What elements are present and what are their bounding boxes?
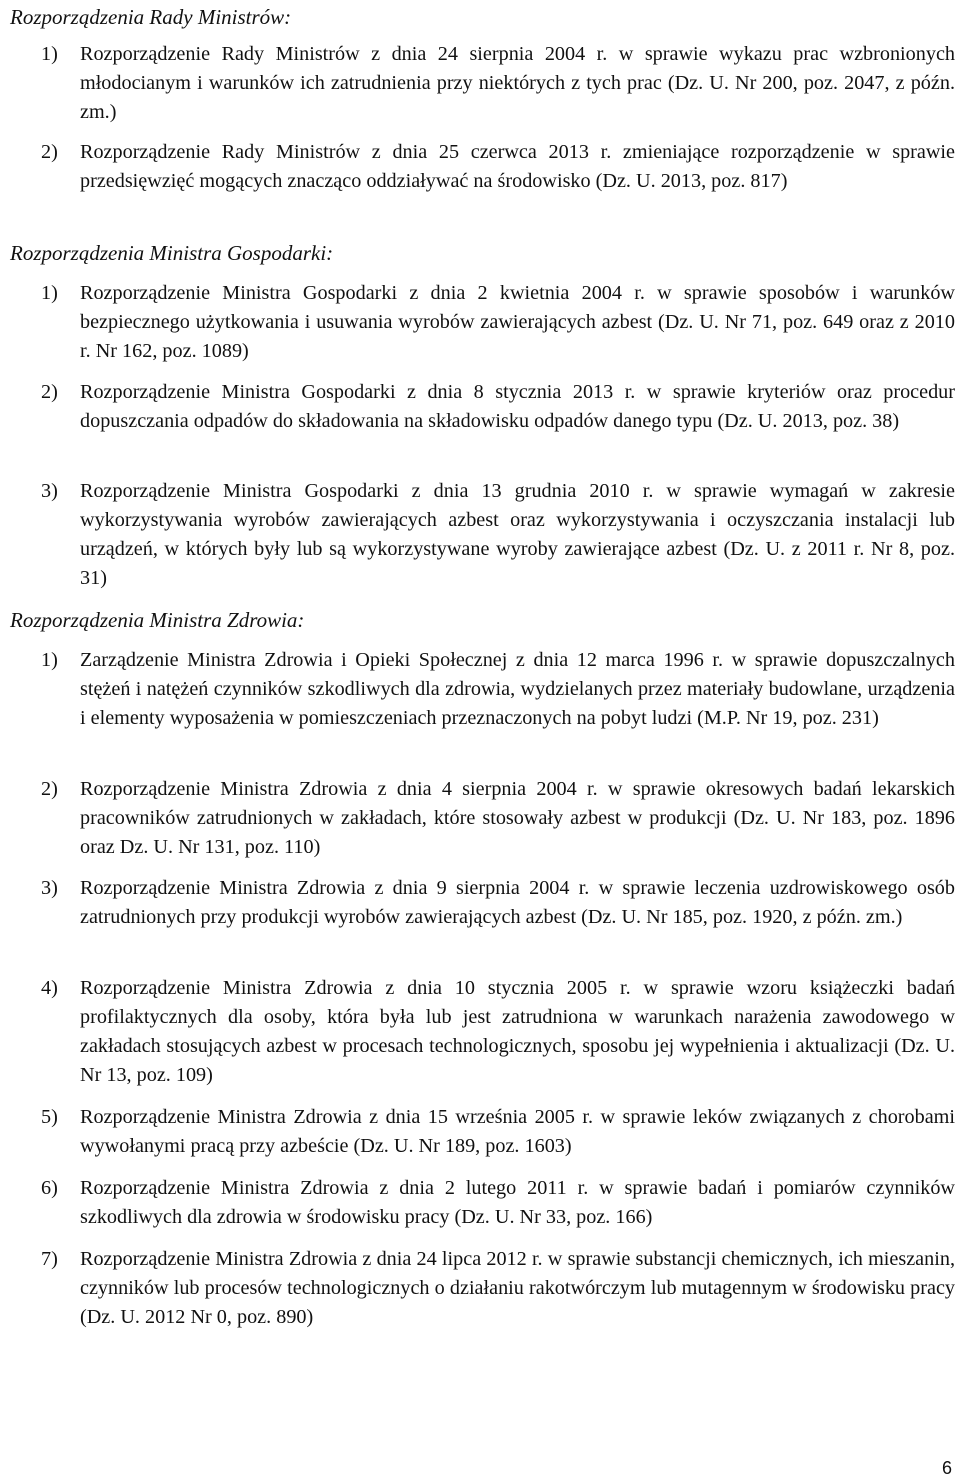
item-number: 3) <box>41 877 58 899</box>
list-item <box>41 138 955 196</box>
item-text: Rozporządzenie Ministra Gospodarki z dnia 8 stycznia 2013 r. w sprawie kryteriów oraz procedur dopuszczania odpadów do składowania na składowisku odpadów danego typu (Dz. U. 2013, poz. 38) <box>80 381 955 432</box>
item-number: 7) <box>41 1248 58 1270</box>
list-item <box>41 646 955 733</box>
page-number: 6 <box>941 1458 952 1478</box>
item-text: Rozporządzenie Ministra Zdrowia z dnia 15 września 2005 r. w sprawie leków związanych z chorobami wywołanymi pracą przy azbeście (Dz. U. Nr 189, poz. 1603) <box>80 1106 955 1157</box>
item-text: Rozporządzenie Ministra Zdrowia z dnia 9 sierpnia 2004 r. w sprawie leczenia uzdrowiskowego osób zatrudnionych przy produkcji wyrobów zawierających azbest (Dz. U. Nr 185, poz. 1920, z późn. zm.) <box>80 877 955 928</box>
item-text: Rozporządzenie Ministra Gospodarki z dnia 13 grudnia 2010 r. w sprawie wymagań w zakresie wykorzystywania wyrobów zawierających azbest oraz wykorzystywania i oczyszczania instalacji lub urządzeń, w których były lub są wykorzystywane wyroby zawierające azbest (Dz. U. z 2011 r. Nr 8, poz. 31) <box>80 480 955 589</box>
item-text: Rozporządzenie Ministra Zdrowia z dnia 2 lutego 2011 r. w sprawie badań i pomiarów czynników szkodliwych dla zdrowia w środowisku pracy (Dz. U. Nr 33, poz. 166) <box>80 1177 955 1228</box>
section-heading-minister-gospodarki: Rozporządzenia Ministra Gospodarki: <box>10 241 334 265</box>
item-text: Rozporządzenie Ministra Zdrowia z dnia 4 sierpnia 2004 r. w sprawie okresowych badań lekarskich pracowników zatrudnionych w zakładach, które stosowały azbest w produkcji (Dz. U. Nr 183, poz. 1896 oraz Dz. U. Nr 131, poz. 110) <box>80 778 955 858</box>
list-item <box>41 477 955 593</box>
item-number: 1) <box>41 649 58 671</box>
item-number: 2) <box>41 778 58 800</box>
list-item <box>41 974 955 1090</box>
list-item <box>41 378 955 436</box>
item-number: 6) <box>41 1177 58 1199</box>
list-item <box>41 775 955 862</box>
list-item <box>41 1103 955 1161</box>
item-number: 5) <box>41 1106 58 1128</box>
section-heading-rada-ministrow: Rozporządzenia Rady Ministrów: <box>10 5 292 29</box>
list-item <box>41 1174 955 1232</box>
list-item <box>41 279 955 366</box>
section-heading-minister-zdrowia: Rozporządzenia Ministra Zdrowia: <box>10 608 305 632</box>
item-text: Rozporządzenie Rady Ministrów z dnia 24 sierpnia 2004 r. w sprawie wykazu prac wzbronionych młodocianym i warunków ich zatrudnienia przy niektórych z tych prac (Dz. U. Nr 200, poz. 2047, z późn. zm.) <box>80 43 955 123</box>
item-text: Rozporządzenie Ministra Gospodarki z dnia 2 kwietnia 2004 r. w sprawie sposobów i warunków bezpiecznego użytkowania i usuwania wyrobów zawierających azbest (Dz. U. Nr 71, poz. 649 oraz z 2010 r. Nr 162, poz. 1089) <box>80 282 955 362</box>
item-number: 1) <box>41 43 58 65</box>
item-text: Rozporządzenie Ministra Zdrowia z dnia 24 lipca 2012 r. w sprawie substancji chemicznych, ich mieszanin, czynników lub procesów technologicznych o działaniu rakotwórczym lub mutagennym w środowisku pracy (Dz. U. 2012 Nr 0, poz. 890) <box>80 1248 955 1328</box>
list-item <box>41 874 955 932</box>
item-number: 2) <box>41 381 58 403</box>
item-text: Rozporządzenie Rady Ministrów z dnia 25 czerwca 2013 r. zmieniające rozporządzenie w sprawie przedsięwzięć mogących znacząco oddziaływać na środowisko (Dz. U. 2013, poz. 817) <box>80 141 955 192</box>
item-number: 3) <box>41 480 58 502</box>
item-number: 4) <box>41 977 58 999</box>
item-number: 1) <box>41 282 58 304</box>
item-number: 2) <box>41 141 58 163</box>
item-text: Rozporządzenie Ministra Zdrowia z dnia 10 stycznia 2005 r. w sprawie wzoru książeczki badań profilaktycznych dla osoby, która była lub jest zatrudniona w warunkach narażenia zawodowego w zakładach stosujących azbest w procesach technologicznych, sposobu jej wypełnienia i aktualizacji (Dz. U. Nr 13, poz. 109) <box>80 977 955 1086</box>
list-item <box>41 1245 955 1332</box>
list-item <box>41 40 955 127</box>
item-text: Zarządzenie Ministra Zdrowia i Opieki Społecznej z dnia 12 marca 1996 r. w sprawie dopuszczalnych stężeń i natężeń czynników szkodliwych dla zdrowia, wydzielanych przez materiały budowlane, urządzenia i elementy wyposażenia w pomieszczeniach przeznaczonych na pobyt ludzi (M.P. Nr 19, poz. 231) <box>80 649 955 729</box>
